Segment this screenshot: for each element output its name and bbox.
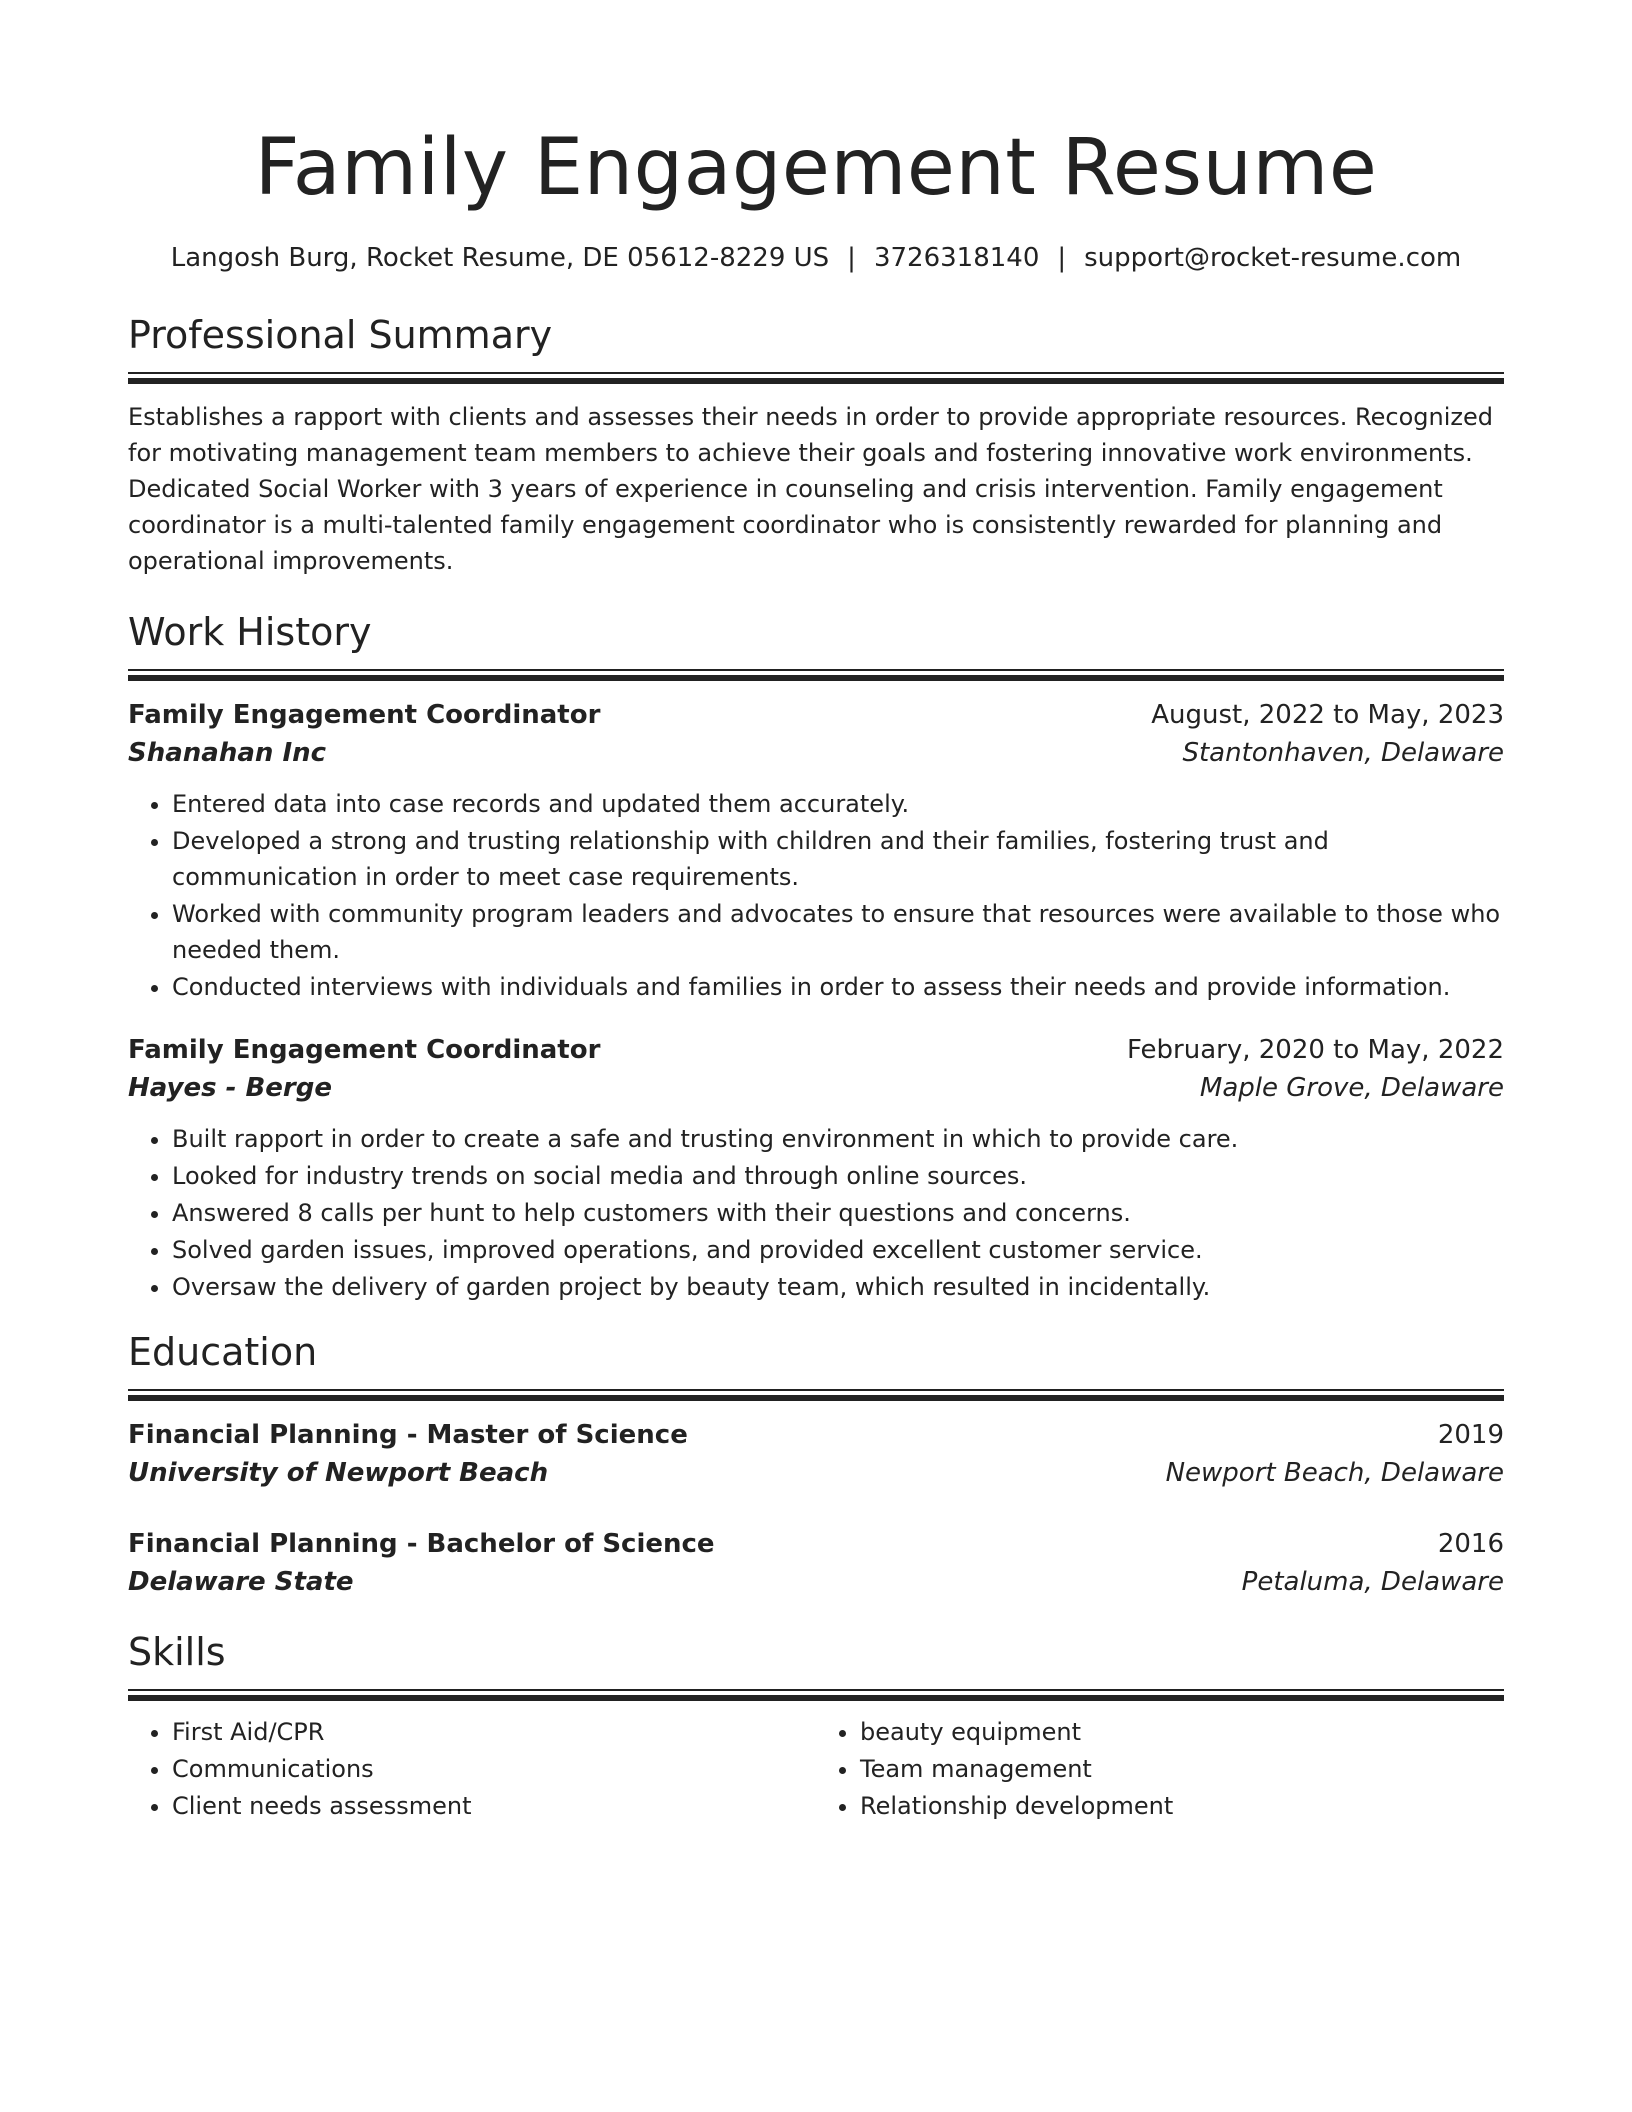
list-item: • Developed a strong and trusting relationship with children and their families, fostering trust and communication in order to meet case requirements. xyxy=(172,823,1504,895)
job-bullets xyxy=(128,786,1504,1005)
section-heading-work: Work History xyxy=(128,610,372,654)
skills-section xyxy=(128,1627,1504,1825)
contact-email: support@rocket-resume.com xyxy=(1084,243,1462,273)
school-name: University of Newport Beach xyxy=(128,1458,549,1488)
work-section xyxy=(128,607,1504,1305)
school-location: Newport Beach, Delaware xyxy=(1165,1458,1504,1488)
job-title: Family Engagement Coordinator xyxy=(128,700,601,730)
school-location: Petaluma, Delaware xyxy=(1241,1567,1504,1597)
job-company: Shanahan Inc xyxy=(128,738,327,768)
job-location: Stantonhaven, Delaware xyxy=(1182,738,1504,768)
job-title: Family Engagement Coordinator xyxy=(128,1035,601,1065)
list-item: • Built rapport in order to create a safe and trusting environment in which to provide care. xyxy=(172,1121,1504,1157)
contact-separator: | xyxy=(1057,243,1067,273)
list-item: • Looked for industry trends on social media and through online sources. xyxy=(172,1158,1504,1194)
job-dates: February, 2020 to May, 2022 xyxy=(1127,1035,1504,1065)
contact-phone: 3726318140 xyxy=(873,243,1040,273)
section-divider xyxy=(128,669,1504,680)
school-name: Delaware State xyxy=(128,1567,354,1597)
section-heading-skills: Skills xyxy=(128,1630,226,1674)
list-item: • Entered data into case records and updated them accurately. xyxy=(172,786,1504,822)
section-divider xyxy=(128,372,1504,383)
contact-address: Langosh Burg, Rocket Resume, DE 05612-8229 US xyxy=(170,243,830,273)
section-divider xyxy=(128,1689,1504,1700)
summary-text: Establishes a rapport with clients and assesses their needs in order to provide appropriate resources. Recognized for motivating management team members to achieve their goals and fostering innovative work environments. Dedicated Social Worker with 3 years of experience in counseling and crisis intervention. Family engagement coordinator is a multi-talented family engagement coordinator who is consistently rewarded for planning and operational improvements. xyxy=(128,403,1493,575)
skill-item: • beauty equipment xyxy=(860,1714,1504,1750)
contact-separator: | xyxy=(847,243,856,273)
skill-item: • Team management xyxy=(860,1751,1504,1787)
job-location: Maple Grove, Delaware xyxy=(1199,1073,1504,1103)
job-dates: August, 2022 to May, 2023 xyxy=(1151,700,1504,730)
skills-list xyxy=(128,1714,816,1824)
job-company: Hayes - Berge xyxy=(128,1073,332,1103)
list-item: • Answered 8 calls per hunt to help customers with their questions and concerns. xyxy=(172,1195,1504,1231)
contact-line xyxy=(128,240,1504,276)
section-heading-education: Education xyxy=(128,1330,318,1374)
skills-column-left xyxy=(128,1714,816,1825)
degree-year: 2016 xyxy=(1437,1529,1504,1559)
degree-title: Financial Planning - Bachelor of Science xyxy=(128,1529,715,1559)
job-entry xyxy=(128,1031,1504,1305)
resume-title: Family Engagement Resume xyxy=(254,123,1378,213)
degree-year: 2019 xyxy=(1437,1420,1504,1450)
degree-title: Financial Planning - Master of Science xyxy=(128,1420,688,1450)
list-item: • Worked with community program leaders and advocates to ensure that resources were available to those who needed them. xyxy=(172,896,1504,968)
skills-grid xyxy=(128,1714,1504,1825)
skill-item: • First Aid/CPR xyxy=(172,1714,816,1750)
section-divider xyxy=(128,1389,1504,1400)
list-item: • Solved garden issues, improved operations, and provided excellent customer service. xyxy=(172,1232,1504,1268)
skills-column-right xyxy=(816,1714,1504,1825)
list-item: • Oversaw the delivery of garden project by beauty team, which resulted in incidentally. xyxy=(172,1269,1504,1305)
education-entry xyxy=(128,1416,1504,1492)
summary-section xyxy=(128,310,1504,579)
skills-list xyxy=(816,1714,1504,1824)
education-section xyxy=(128,1327,1504,1601)
section-heading-summary: Professional Summary xyxy=(128,313,553,357)
skill-item: • Communications xyxy=(172,1751,816,1787)
list-item: • Conducted interviews with individuals and families in order to assess their needs and provide information. xyxy=(172,969,1504,1005)
skill-item: • Relationship development xyxy=(860,1788,1504,1824)
job-entry xyxy=(128,696,1504,1005)
skill-item: • Client needs assessment xyxy=(172,1788,816,1824)
job-bullets xyxy=(128,1121,1504,1305)
education-entry xyxy=(128,1525,1504,1601)
